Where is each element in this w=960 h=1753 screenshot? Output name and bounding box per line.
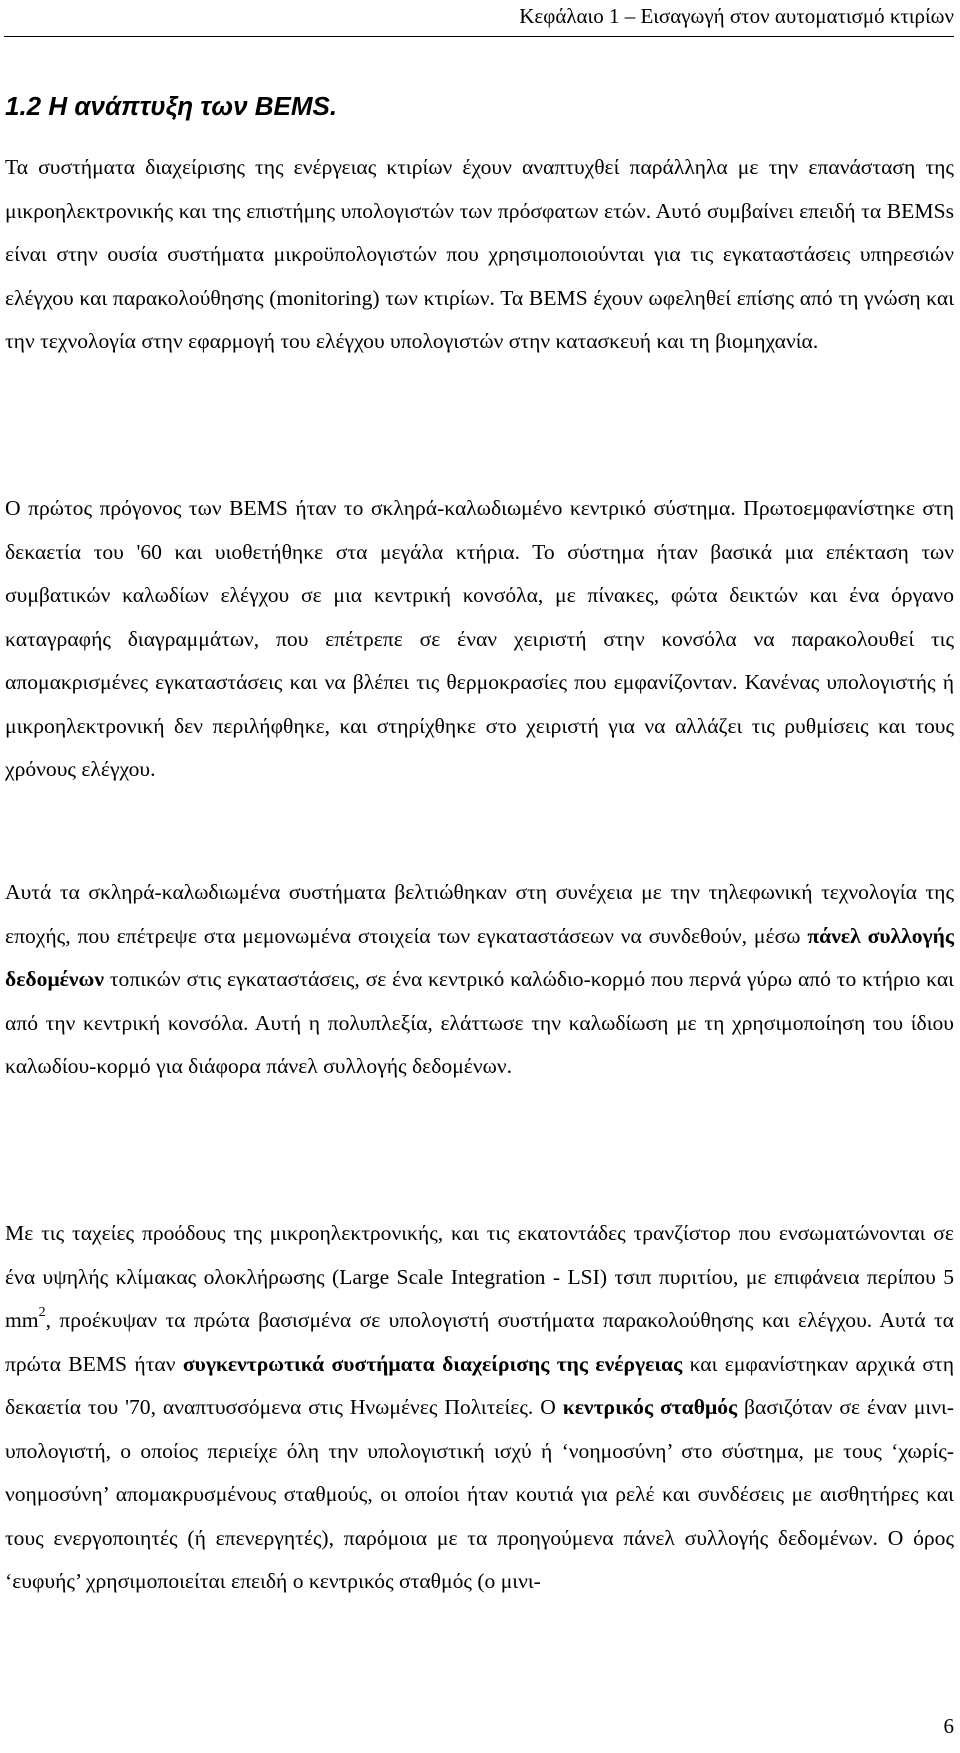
- paragraph-2: [5, 487, 954, 792]
- header-rule: [4, 36, 954, 37]
- paragraph-4-text-f: βασιζόταν σε έναν μινι-υπολογιστή, ο οποίος περιείχε όλη την υπολογιστική ισχύ ή ‘νοημοσύνη’ στο σύστημα, με τους ‘χωρίς-νοημοσύνη’ απομακρυσμένους σταθμούς, οι οποίοι ήταν κουτιά για ρελέ και συνδέσεις με αισθητήρες και τους ενεργοποιητές (ή επενεργητές), παρόμοια με τα προηγούμενα πάνελ συλλογής δεδομένων. Ο όρος ‘ευφυής’ χρησιμοποιείται επειδή ο κεντρικός σταθμός (ο μινι-: [5, 1395, 954, 1593]
- paragraph-3-text-a: Αυτά τα σκληρά-καλωδιωμένα συστήματα βελτιώθηκαν στη συνέχεια με την τηλεφωνική τεχνολογία της εποχής, που επέτρεψε στα μεμονωμένα στοιχεία των εγκαταστάσεων να συνδεθούν, μέσω: [5, 880, 954, 948]
- bold-term-central-station: κεντρικός σταθμός: [562, 1395, 738, 1419]
- superscript-2: 2: [38, 1304, 46, 1320]
- paragraph-1-text: Τα συστήματα διαχείρισης της ενέργειας κτιρίων έχουν αναπτυχθεί παράλληλα με την επανάσταση της μικροηλεκτρονικής και της επιστήμης υπολογιστών των πρόσφατων ετών. Αυτό συμβαίνει επειδή τα BEMSs είναι στην ουσία συστήματα μικροϋπολογιστών που χρησιμοποιούνται για τις εγκαταστάσεις υπηρεσιών ελέγχου και παρακολούθησης (monitoring) των κτιρίων. Τα BEMS έχουν ωφεληθεί επίσης από τη γνώση και την τεχνολογία στην εφαρμογή του ελέγχου υπολογιστών στην κατασκευή και τη βιομηχανία.: [5, 155, 954, 353]
- paragraph-4-text-b: , προέκυψαν τα πρώτα βασισμένα σε υπολογιστή συστήματα παρακολούθησης και ελέγχου. Αυτά τα πρώτα BEMS ήταν: [5, 1308, 954, 1376]
- section-title: 1.2 Η ανάπτυξη των BEMS.: [5, 91, 338, 121]
- bold-term-centralized-ems: συγκεντρωτικά συστήματα διαχείρισης της ενέργειας: [182, 1351, 683, 1376]
- running-header: Κεφάλαιο 1 – Εισαγωγή στον αυτοματισμό κτιρίων: [519, 4, 954, 28]
- paragraph-1: [5, 146, 954, 364]
- bold-term-data-collection-panels: πάνελ συλλογής δεδομένων: [5, 923, 955, 991]
- page-number: 6: [943, 1714, 954, 1738]
- paragraph-4-text-a: Με τις ταχείες προόδους της μικροηλεκτρονικής, και τις εκατοντάδες τρανζίστορ που ενσωματώνονται σε ένα υψηλής κλίμακας ολοκλήρωσης (Large Scale Integration - LSI) τσιπ πυριτίου, με επιφάνεια περίπου 5 mm: [5, 1221, 954, 1332]
- paragraph-4-text-d: και εμφανίστηκαν αρχικά στη δεκαετία του '70, αναπτυσσόμενα στις Ηνωμένες Πολιτείες. Ο: [5, 1351, 955, 1419]
- paragraph-3-text-c: τοπικών στις εγκαταστάσεις, σε ένα κεντρικό καλώδιο-κορμό που περνά γύρω από το κτήριο και από την κεντρική κονσόλα. Αυτή η πολυπλεξία, ελάττωσε την καλωδίωση με τη χρησιμοποίηση του ίδιου καλωδίου-κορμό για διάφορα πάνελ συλλογής δεδομένων.: [5, 967, 954, 1078]
- paragraph-3: [5, 871, 954, 1089]
- paragraph-4: [5, 1212, 954, 1604]
- paragraph-2-text: Ο πρώτος πρόγονος των BEMS ήταν το σκληρά-καλωδιωμένο κεντρικό σύστημα. Πρωτοεμφανίστηκε στη δεκαετία του '60 και υιοθετήθηκε στα μεγάλα κτήρια. Το σύστημα ήταν βασικά μια επέκταση των συμβατικών καλωδίων ελέγχου σε μια κεντρική κονσόλα, με πίνακες, φώτα δεικτών και ένα όργανο καταγραφής διαγραμμάτων, που επέτρεπε σε έναν χειριστή στην κονσόλα να παρακολουθεί τις απομακρισμένες εγκαταστάσεις και να βλέπει τις θερμοκρασίες που εμφανίζονταν. Κανένας υπολογιστής ή μικροηλεκτρονική δεν περιλήφθηκε, και στηρίχθηκε στο χειριστή για να αλλάζει τις ρυθμίσεις και τους χρόνους ελέγχου.: [5, 496, 954, 781]
